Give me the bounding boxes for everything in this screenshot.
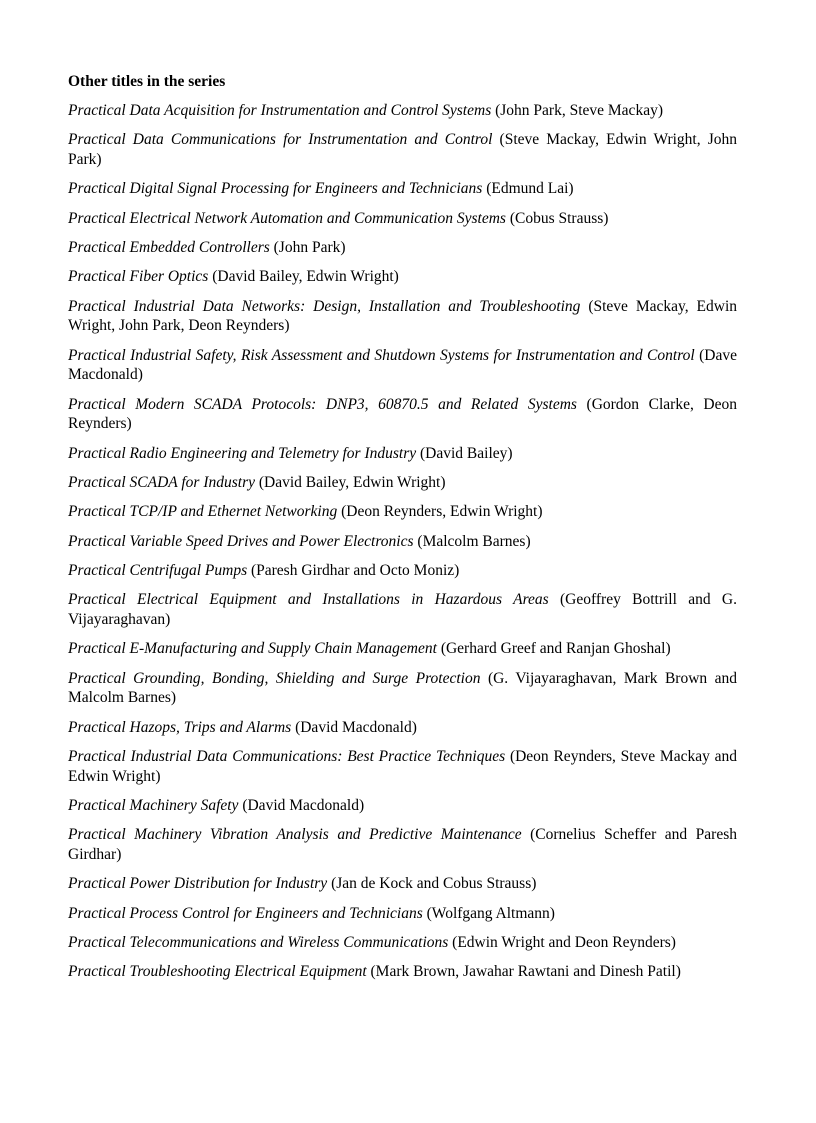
book-title: Practical Digital Signal Processing for Engineers and Technicians xyxy=(68,180,483,198)
book-authors: (Cornelius Scheffer and Paresh Girdhar) xyxy=(68,826,738,863)
list-item xyxy=(68,297,737,336)
book-authors: (Paresh Girdhar and Octo Moniz) xyxy=(247,562,460,580)
list-item xyxy=(68,179,737,199)
book-title: Practical Modern SCADA Protocols: DNP3, 60870.5 and Related Systems xyxy=(68,395,577,413)
book-title: Practical Machinery Safety xyxy=(68,796,239,814)
list-item xyxy=(68,962,737,982)
book-title: Practical Process Control for Engineers and Technicians xyxy=(68,904,423,922)
book-title: Practical Fiber Optics xyxy=(68,268,209,286)
book-title: Practical Grounding, Bonding, Shielding and Surge Protection xyxy=(68,669,481,687)
page-heading: Other titles in the series xyxy=(68,73,226,90)
book-authors: (G. Vijayaraghavan, Mark Brown and Malcolm Barnes) xyxy=(68,669,737,707)
list-item xyxy=(68,444,737,464)
list-item xyxy=(68,904,737,924)
book-authors: (Edmund Lai) xyxy=(482,180,574,198)
book-authors: (Edwin Wright and Deon Reynders) xyxy=(448,933,676,951)
book-title: Practical Data Acquisition for Instrumentation and Control Systems xyxy=(68,102,492,119)
book-title: Practical Centrifugal Pumps xyxy=(68,562,248,580)
book-authors: (David Macdonald) xyxy=(291,718,417,736)
book-authors: (Steve Mackay, Edwin Wright, John Park) xyxy=(68,131,737,168)
book-title: Practical Radio Engineering and Telemetry for Industry xyxy=(68,444,417,462)
book-title: Practical Hazops, Trips and Alarms xyxy=(68,718,292,736)
book-title: Practical SCADA for Industry xyxy=(68,473,255,491)
book-title: Practical Data Communications for Instrumentation and Control xyxy=(68,131,493,149)
book-title: Practical Industrial Data Communications: Best Practice Techniques xyxy=(68,748,506,766)
list-item xyxy=(68,669,737,708)
series-list xyxy=(68,72,737,992)
book-title: Practical Electrical Network Automation and Communication Systems xyxy=(68,209,506,227)
book-title: Practical Industrial Safety, Risk Assessment and Shutdown Systems for Instrumentation and Control xyxy=(68,346,695,364)
list-item xyxy=(68,639,737,659)
book-title: Practical Embedded Controllers xyxy=(68,239,270,257)
list-item xyxy=(68,101,737,121)
book-authors: (David Bailey, Edwin Wright) xyxy=(255,473,446,491)
book-authors: (Deon Reynders, Steve Mackay and Edwin Wright) xyxy=(68,748,737,785)
book-authors: (John Park, Steve Mackay) xyxy=(491,102,663,119)
book-authors: (Deon Reynders, Edwin Wright) xyxy=(337,503,543,521)
book-authors: (Gerhard Greef and Ranjan Ghoshal) xyxy=(436,640,671,658)
book-title: Practical Electrical Equipment and Installations in Hazardous Areas xyxy=(68,591,549,609)
book-title: Practical Troubleshooting Electrical Equipment xyxy=(68,963,367,981)
list-item xyxy=(68,532,737,552)
list-item xyxy=(68,130,737,169)
book-authors: (David Macdonald) xyxy=(238,796,365,814)
book-title: Practical Machinery Vibration Analysis and Predictive Maintenance xyxy=(68,826,522,844)
book-authors: (Jan de Kock and Cobus Strauss) xyxy=(327,875,537,893)
book-authors: (John Park) xyxy=(269,239,346,257)
book-title: Practical Industrial Data Networks: Design, Installation and Troubleshooting xyxy=(68,297,581,315)
list-item xyxy=(68,209,737,229)
list-item xyxy=(68,346,737,385)
list-item xyxy=(68,473,737,493)
book-title: Practical Telecommunications and Wireless Communications xyxy=(68,933,449,951)
book-title: Practical TCP/IP and Ethernet Networking xyxy=(68,503,338,521)
list-item xyxy=(68,874,737,894)
list-item xyxy=(68,267,737,287)
book-authors: (David Bailey) xyxy=(416,444,513,462)
list-item xyxy=(68,590,737,629)
book-authors: (Steve Mackay, Edwin Wright, John Park, Deon Reynders) xyxy=(68,297,738,335)
list-item xyxy=(68,825,737,864)
list-item xyxy=(68,718,737,738)
list-item xyxy=(68,561,737,581)
book-authors: (Mark Brown, Jawahar Rawtani and Dinesh Patil) xyxy=(366,963,681,981)
book-authors: (Cobus Strauss) xyxy=(505,209,609,227)
book-title: Practical Power Distribution for Industry xyxy=(68,875,328,893)
list-item xyxy=(68,933,737,953)
book-authors: (Malcolm Barnes) xyxy=(413,532,531,550)
list-item xyxy=(68,238,737,258)
list-item xyxy=(68,796,737,816)
list-item xyxy=(68,747,737,786)
book-authors: (Geoffrey Bottrill and G. Vijayaraghavan) xyxy=(68,591,737,628)
list-item xyxy=(68,502,737,522)
list-item xyxy=(68,395,737,434)
book-authors: (Gordon Clarke, Deon Reynders) xyxy=(68,395,738,433)
book-authors: (David Bailey, Edwin Wright) xyxy=(208,268,399,286)
book-authors: (Dave Macdonald) xyxy=(68,346,737,384)
book-title: Practical E-Manufacturing and Supply Chain Management xyxy=(68,640,437,658)
book-authors: (Wolfgang Altmann) xyxy=(422,904,555,922)
book-title: Practical Variable Speed Drives and Power Electronics xyxy=(68,532,414,550)
